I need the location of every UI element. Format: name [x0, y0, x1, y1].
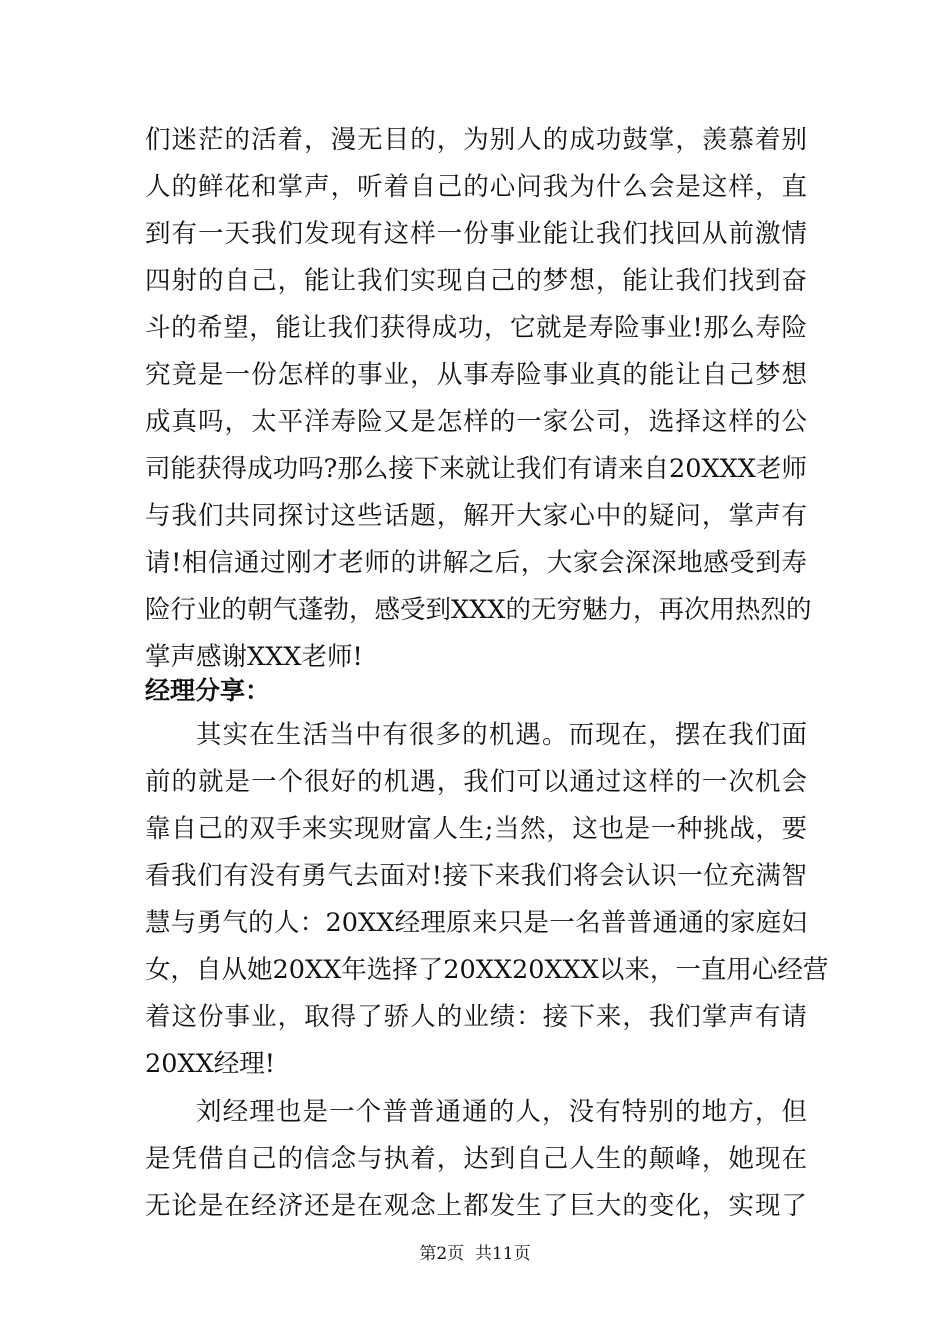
text-line: 人的鲜花和掌声，听着自己的心问我为什么会是这样，直	[145, 172, 807, 202]
section-heading: 经理分享：	[145, 676, 271, 705]
text-line: 女，自从她20XX年选择了20XX20XXX以来，一直用心经营	[145, 955, 829, 985]
text-line: 其实在生活当中有很多的机遇。而现在，摆在我们面	[196, 720, 807, 750]
text-line: 斗的希望，能让我们获得成功，它就是寿险事业!那么寿险	[145, 313, 807, 343]
text-line: 请!相信通过刚才老师的讲解之后，大家会深深地感受到寿	[145, 548, 807, 578]
text-line: 险行业的朝气蓬勃，感受到XXX的无穷魅力，再次用热烈的	[145, 595, 812, 625]
text-line: 究竟是一份怎样的事业，从事寿险事业真的能让自己梦想	[145, 360, 807, 390]
text-line: 靠自己的双手来实现财富人生;当然，这也是一种挑战，要	[145, 814, 807, 844]
text-line: 刘经理也是一个普普通通的人，没有特别的地方，但	[196, 1097, 807, 1127]
text-line: 掌声感谢XXX老师!	[145, 642, 363, 672]
text-line: 们迷茫的活着，漫无目的，为别人的成功鼓掌，羡慕着别	[145, 125, 807, 155]
text-line: 前的就是一个很好的机遇，我们可以通过这样的一次机会	[145, 767, 807, 797]
text-line: 20XX经理!	[145, 1049, 276, 1079]
page-number-footer: 第2页 共11页	[419, 1244, 531, 1264]
text-line: 无论是在经济还是在观念上都发生了巨大的变化，实现了	[145, 1191, 807, 1221]
text-line: 着这份事业，取得了骄人的业绩：接下来，我们掌声有请	[145, 1002, 807, 1032]
text-line: 与我们共同探讨这些话题，解开大家心中的疑问，掌声有	[145, 501, 807, 531]
text-line: 司能获得成功吗?那么接下来就让我们有请来自20XXX老师	[145, 454, 807, 484]
text-line: 到有一天我们发现有这样一份事业能让我们找回从前激情	[145, 219, 807, 249]
text-line: 是凭借自己的信念与执着，达到自己人生的颠峰，她现在	[145, 1144, 807, 1174]
text-line: 慧与勇气的人：20XX经理原来只是一名普普通通的家庭妇	[145, 908, 807, 938]
text-line: 成真吗，太平洋寿险又是怎样的一家公司，选择这样的公	[145, 407, 807, 437]
text-line: 四射的自己，能让我们实现自己的梦想，能让我们找到奋	[145, 266, 807, 296]
text-line: 看我们有没有勇气去面对!接下来我们将会认识一位充满智	[145, 861, 807, 891]
